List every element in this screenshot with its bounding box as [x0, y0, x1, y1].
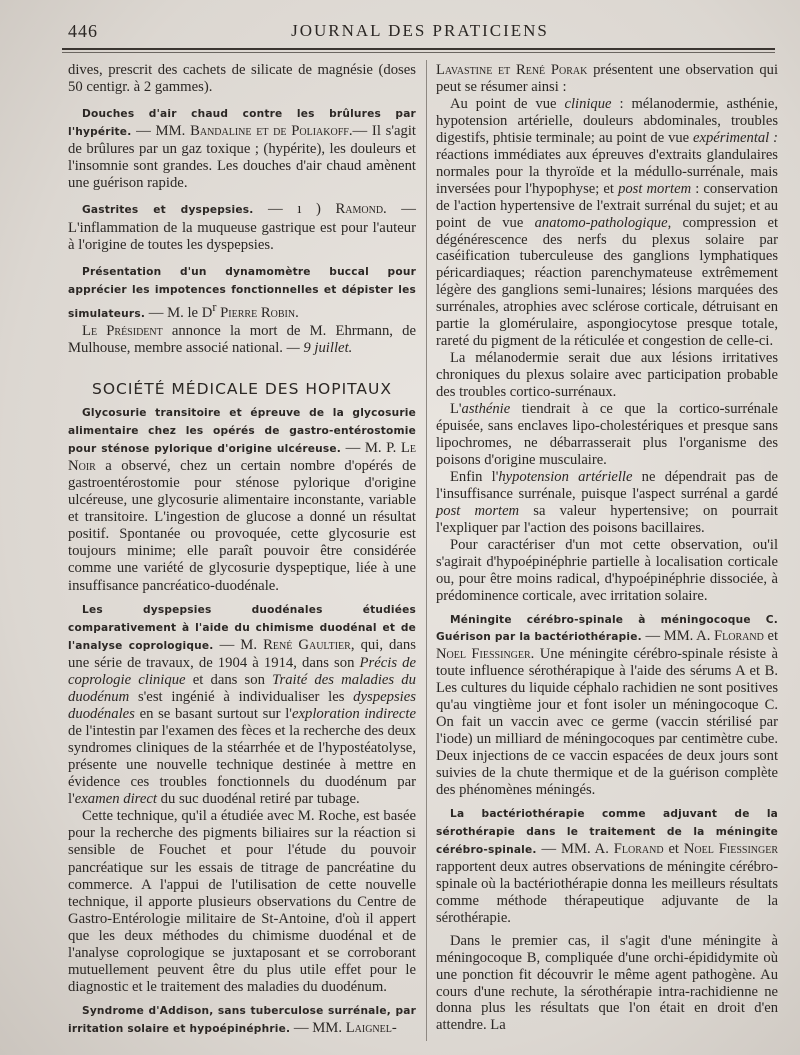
abstract-bacteriotherapie: La bactériothérapie comme adjuvant de la sérothérapie dans le traitement de la méningite cérébro-spinale. — MM. A. Florand et Noel Fiessinger rapportent deux autres observations de méningite cérébro-spinale où la bactériothérapie donna les meilleurs résultats comme méthode thérapeutique adjuvante de la sérothérapie.: [436, 807, 778, 926]
header-rule: [62, 48, 775, 50]
abstract-dyspepsies-duodenales: Les dyspepsies duodénales étudiées comparativement à l'aide du chimisme duodénal et de l'analyse coprologique. — M. René Gaultier, qui, dans une série de travaux, de 1904 à 1914, dans son Précis de coprologie clinique et dans son Traité des maladies du duodénum s'est ingénié à individualiser les dyspepsies duodénales en se basant surtout sur l'exploration indirecte de l'intestin par l'examen des fèces et la recherche des deux syndromes cliniques de la stéarrhée et de l'hypostéatolyse, présente une nouvelle technique destinée à mettre en évidence ces troubles fonctionnels du duodénum par l'examen direct du suc duodénal retiré par tubage.: [68, 603, 417, 808]
right-column: [436, 62, 778, 1034]
paragraph-asthenie: L'asthénie tiendrait à ce que la cortico-surrénale épuisée, sans enclaves lipo-cholestériques et presque sans lipochromes, ne débarrasserait plus l'organisme des poisons d'origine musculaire.: [436, 401, 778, 468]
abstract-heading: Gastrites et dyspepsies.: [82, 204, 254, 217]
abstract-heading: Présentation d'un dynamomètre buccal pour apprécier les impotences fonctionnelles et dépister les simulateurs.: [68, 265, 416, 320]
abstract-heading: Les dyspepsies duodénales étudiées comparativement à l'aide du chimisme duodénal et de l'analyse coprologique.: [68, 603, 416, 652]
journal-title: JOURNAL DES PRATICIENS: [291, 21, 549, 40]
author-names: Ramond: [335, 201, 384, 218]
author-names: Pierre Robin: [216, 304, 296, 321]
header-rule-thin: [62, 52, 775, 53]
paragraph-technique: Cette technique, qu'il a étudiée avec M. Roche, est basée pour la recherche des pigments biliaires sur la réaction si sensible de Fouchet et pour l'étude du pouvoir pancréatique sur les essais de titrage de pancréatine du commerce. A l'appui de l'utilisation de cette nouvelle technique, il apporte plusieurs observations du Centre de Gastro-Entérologie militaire de St-Antoine, d'où il appert que les deux méthodes du chimisme duodénal et de l'analyse coprologique se juxtaposant et se corroborant mutuellement peuvent être du plus utile effet pour le diagnostic et le traitement des maladies du duodénum.: [68, 808, 416, 995]
paragraph-continuation: dives, prescrit des cachets de silicate de magnésie (doses 50 centigr. à 2 gammes).: [68, 62, 416, 96]
paragraph-premier-cas: Dans le premier cas, il s'agit d'une méningite à méningocoque B, compliquée d'une orchi-épididymite où une ponction fit découvrir le même agent pathogène. Au cours d'une rechute, la sérothérapie intra-rachidienne ne donna plus les résultats que l'on était en droit d'en attendre. La: [436, 932, 778, 1034]
abstract-meningite: Méningite cérébro-spinale à méningocoque C. Guérison par la bactériothérapie. — MM. A. Florand et Noel Fiessinger. Une méningite cérébro-spinale résiste à toute influence sérothérapique à l'aide des sérums A et B. Les cultures du liquide céphalo rachidien ne sont positives qu'au vingtième jour et font isoler un méningocoque C. On fait un vaccin avec ce germe (vaccin stérilisé par l'iode) un milliard de méningocoques par centimètre cube. Deux injections de ce vaccin espacées de deux jours sont suivies de la chute thermique et de la guérison complète des phénomènes méningés.: [436, 613, 778, 799]
abstract-douches: Douches d'air chaud contre les brûlures par l'hypérite. — MM. Bandaline et de Poliakoff.— Il s'agit de brûlures par un gaz toxique ; (hypérite), les douleurs et l'insomnie sont grandes. Les douches d'air chaud amènent une guérison rapide.: [68, 108, 416, 192]
author-names: Laignel-: [345, 1020, 397, 1037]
author-names: Noel Fiessinger: [436, 646, 531, 663]
author-names: Florand: [714, 628, 764, 645]
author-names: Florand: [613, 840, 664, 857]
section-title: SOCIÉTÉ MÉDICALE DES HOPITAUX: [92, 379, 392, 398]
abstract-addison: Syndrome d'Addison, sans tuberculose surrénale, par irritation solaire et hypoépinéphrie. — MM. Laignel-: [68, 1005, 416, 1037]
paragraph-hypotension: Enfin l'hypotension artérielle ne dépendrait pas de l'insuffisance surrénale, puisque l'aspect surrénal a gardé post mortem sa valeur hypertensive; on pourrait l'expliquer par l'action des poisons bacillaires.: [436, 468, 778, 536]
running-header: [68, 21, 772, 45]
paragraph-observation: Au point de vue clinique : mélanodermie, asthénie, hypotension artérielle, douleurs abdominales, troubles digestifs, phtisie terminale; au point de vue expérimental : réactions immédiates aux épreuves d'extraits glandulaires normales pour la thyroïde et la médullo-surrénale, mais inversées pour l'hypophyse; et post mortem : conservation de l'action hypertensive de l'extrait surrénal du sujet; et au point de vue anatomo-pathologique, compression et dégénérescence des nerfs du plexus solaire par caséification tuberculeuse des ganglions lymphatiques péricardiaques; réaction parenchymateuse extrêmement légère des ganglions semi-lunaires; lésions marquées des surrénales, atrophies avec sclérose corticale, détruisant en partie la glomérulaire, aspongiocytose presque totale, rareté du pigment de la réticulée et congestion de celle-ci.: [436, 95, 779, 350]
author-names: Bandaline et de Poliakoff: [190, 123, 349, 140]
abstract-heading: La bactériothérapie comme adjuvant de la sérothérapie dans le traitement de la méningite cérébro-spinale.: [436, 807, 778, 856]
paragraph-melanodermie: La mélanodermie serait due aux lésions irritatives chroniques du plexus solaire avec participation probable des troubles cortico-surrénaux.: [436, 350, 778, 401]
author-names: Noel Fiessinger: [683, 840, 778, 857]
author-names: Lavastine et René Porak: [436, 62, 588, 78]
addison-continuation: Lavastine et René Porak présentent une observation qui peut se résumer ainsi :: [436, 62, 779, 95]
page-number: 446: [68, 21, 98, 41]
abstract-gastrites: Gastrites et dyspepsies. — ı ) Ramond. — L'inflammation de la muqueuse gastrique est pour l'auteur à l'origine de toutes les dyspepsies.: [68, 201, 416, 253]
abstract-dynamometre: Présentation d'un dynamomètre buccal pour apprécier les impotences fonctionnelles et dépister les simulateurs. — M. le $D^r$ Pierre Robin.: [68, 265, 416, 321]
announcement: Le Président annonce la mort de M. Ehrmann, de Mulhouse, membre associé national. — 9 juillet.: [68, 322, 416, 356]
abstract-heading: Méningite cérébro-spinale à méningocoque C. Guérison par la bactériothérapie.: [436, 613, 778, 644]
column-divider: [426, 60, 427, 1041]
paragraph-conclusion: Pour caractériser d'un mot cette observation, ou'il s'agirait d'hypoépinéphrie partielle à localisation corticale ou, pour être moins radical, d'hypoépinéphrie dissociée, à prédominence corticale, avec irritation solaire.: [436, 536, 778, 604]
session-date: — 9 juillet.: [282, 339, 353, 356]
left-column: [68, 62, 416, 1038]
author-names: Le Noir: [68, 440, 416, 475]
abstract-heading: Syndrome d'Addison, sans tuberculose surrénale, par irritation solaire et hypoépinéphrie.: [68, 1005, 416, 1036]
abstract-heading: Glycosurie transitoire et épreuve de la glycosurie alimentaire chez les opérés de gastro-entérostomie pour sténose pylorique d'origine ulcéreuse.: [68, 406, 416, 456]
abstract-heading: Douches d'air chaud contre les brûlures par l'hypérite.: [68, 108, 416, 139]
abstract-glycosurie: Glycosurie transitoire et épreuve de la glycosurie alimentaire chez les opérés de gastro-entérostomie pour sténose pylorique d'origine ulcéreuse. — M. P. Le Noir a observé, chez un certain nombre d'opérés de gastroentérostomie pour sténose pylorique d'origine ulcéreuse, une glycosurie alimentaire inconstante, variable et transitoire. L'ingestion de glucose a donné un résultat positif. Spontanée ou provoquée, cette glycosurie est toujours minime; elle paraît pouvoir être considérée comme une variété de glycosurie dyspeptique, liée à une insuffisance pancréatico-duodénale.: [68, 406, 416, 594]
author-names: René Gaultier: [263, 636, 351, 653]
